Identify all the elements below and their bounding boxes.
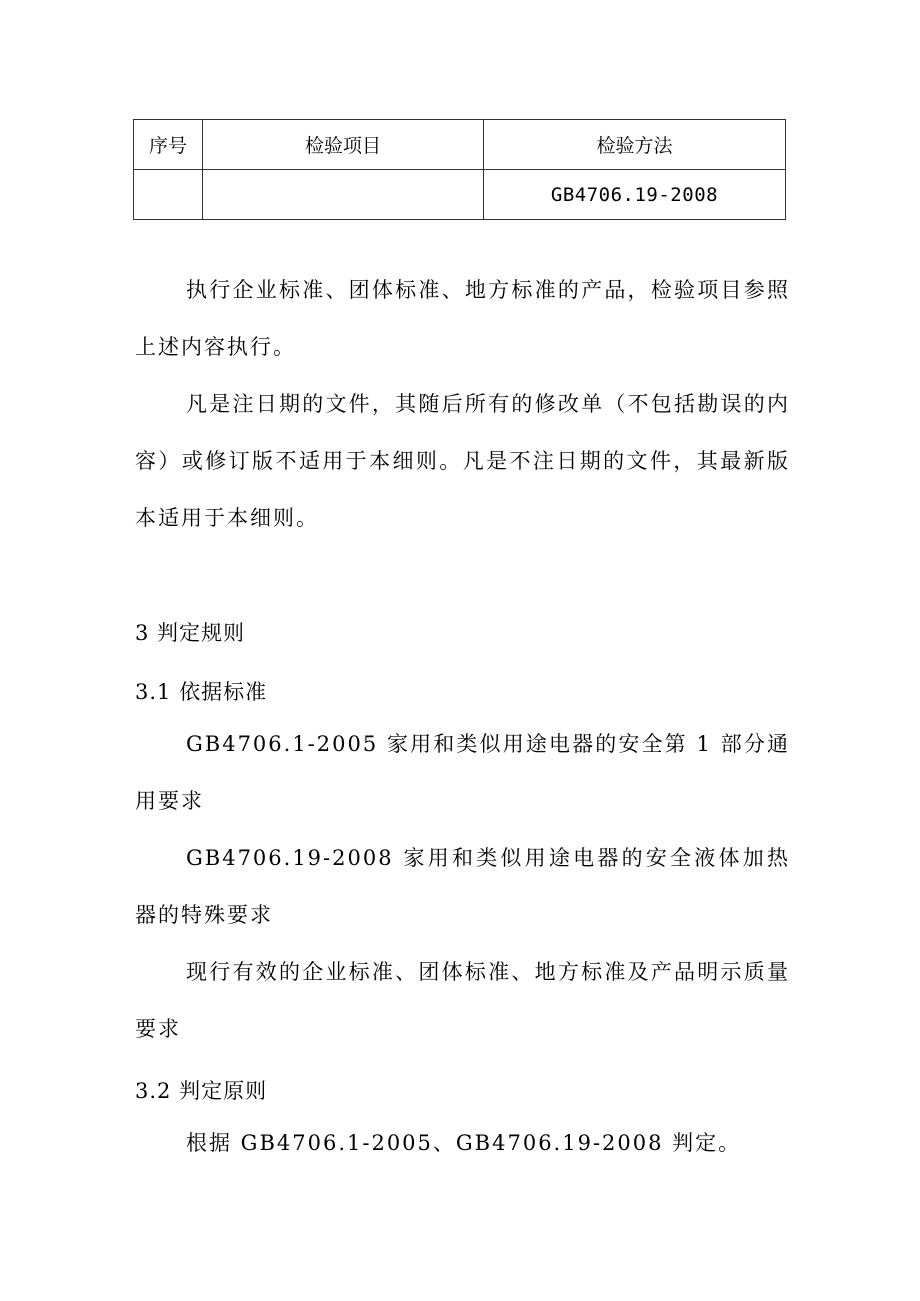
header-cell-index: 序号	[134, 120, 203, 170]
table-cell-method: GB4706.19-2008	[484, 170, 786, 220]
section-3-2-title: 3.2 判定原则	[135, 1079, 268, 1103]
table-row	[134, 170, 786, 220]
paragraph-scope: 执行企业标准、团体标准、地方标准的产品，检验项目参照上述内容执行。	[135, 278, 790, 359]
standard-item-3: 现行有效的企业标准、团体标准、地方标准及产品明示质量要求	[135, 960, 790, 1041]
section-3-title: 3 判定规则	[135, 621, 246, 645]
header-cell-method: 检验方法	[484, 120, 786, 170]
table-cell-item	[203, 170, 484, 220]
standard-item-1: GB4706.1-2005 家用和类似用途电器的安全第 1 部分通用要求	[135, 732, 790, 813]
table-header-row	[134, 120, 786, 170]
section-3-1-title: 3.1 依据标准	[135, 680, 268, 704]
paragraph-dated-refs: 凡是注日期的文件，其随后所有的修改单（不包括勘误的内容）或修订版不适用于本细则。凡是不注日期的文件，其最新版本适用于本细则。	[135, 392, 790, 530]
standard-item-2: GB4706.19-2008 家用和类似用途电器的安全液体加热器的特殊要求	[135, 846, 790, 927]
judgement-principle: 根据 GB4706.1-2005、GB4706.19-2008 判定。	[186, 1131, 742, 1155]
inspection-table	[133, 119, 786, 220]
table-cell-index	[134, 170, 203, 220]
header-cell-item: 检验项目	[203, 120, 484, 170]
